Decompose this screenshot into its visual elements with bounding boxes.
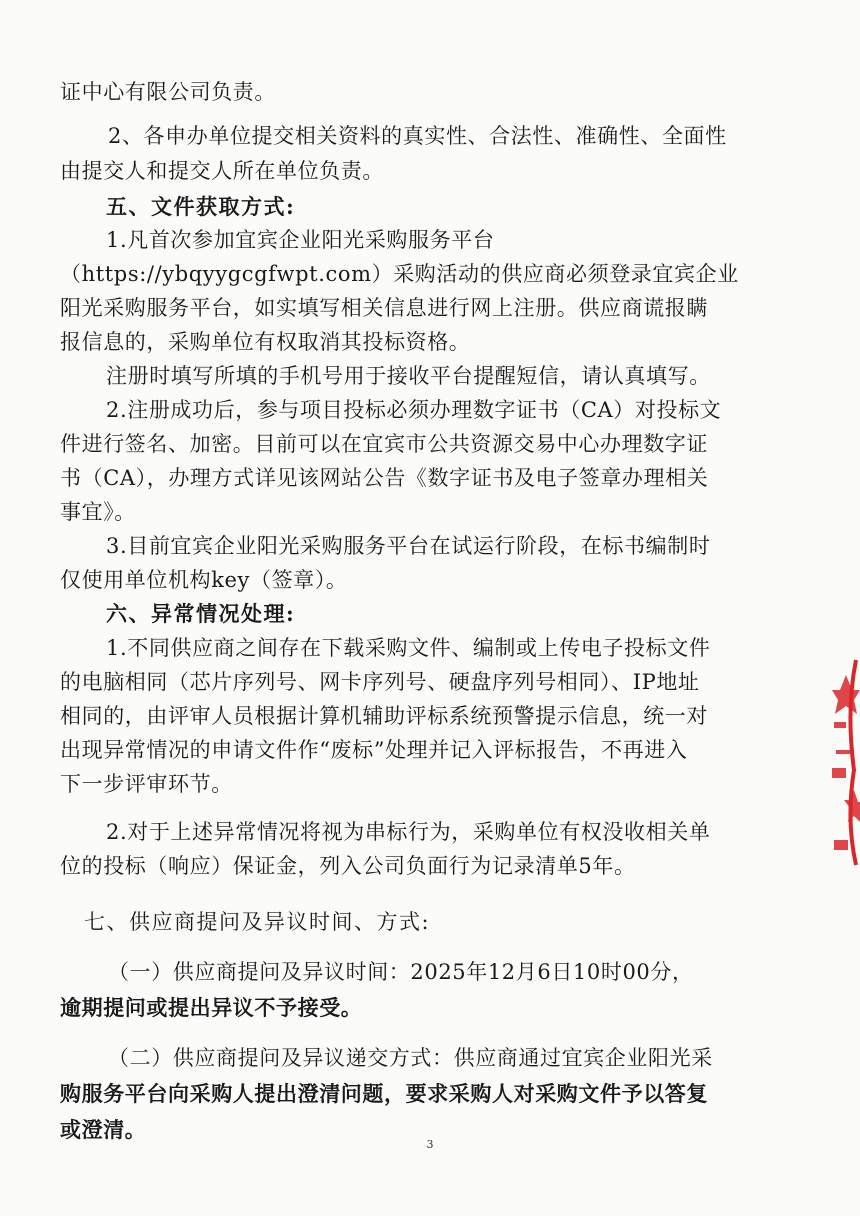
- body-text-line: 购服务平台向采购人提出澄清问题，要求采购人对采购文件予以答复: [60, 1081, 708, 1106]
- section-heading: 六、异常情况处理:: [106, 601, 296, 626]
- body-text-line: 阳光采购服务平台，如实填写相关信息进行网上注册。供应商谎报瞒: [60, 296, 708, 320]
- body-text-line: 的电脑相同（芯片序列号、网卡序列号、硬盘序列号相同）、IP地址: [60, 670, 700, 694]
- body-text-line: 事宜》。: [60, 500, 136, 524]
- body-text-line: 由提交人和提交人所在单位负责。: [60, 159, 384, 183]
- red-seal-stamp: [826, 650, 860, 870]
- body-text-line: 或澄清。: [60, 1117, 147, 1142]
- body-text-line: （https://ybqyygcgfwpt.com）采购活动的供应商必须登录宜宾企业: [60, 262, 739, 286]
- body-text-line: 仅使用单位机构key（签章）。: [60, 568, 348, 592]
- body-text-line: 下一步评审环节。: [60, 772, 233, 796]
- body-text-line: 相同的，由评审人员根据计算机辅助评标系统预警提示信息，统一对: [60, 704, 708, 728]
- body-text-line: 2.注册成功后，参与项目投标必须办理数字证书（CA）对投标文: [106, 398, 722, 422]
- section-heading: 七、供应商提问及异议时间、方式:: [84, 910, 431, 934]
- body-text-line: 2、各申办单位提交相关资料的真实性、合法性、准确性、全面性: [108, 124, 727, 148]
- body-text-line: 1.凡首次参加宜宾企业阳光采购服务平台: [106, 228, 495, 252]
- body-text-line: （二）供应商提问及异议递交方式：供应商通过宜宾企业阳光采: [108, 1046, 713, 1070]
- body-text-line: 1.不同供应商之间存在下载采购文件、编制或上传电子投标文件: [106, 636, 711, 660]
- body-text-line: 书（CA），办理方式详见该网站公告《数字证书及电子签章办理相关: [60, 466, 709, 490]
- body-text-line: 2.对于上述异常情况将视为串标行为，采购单位有权没收相关单: [106, 820, 711, 844]
- body-text-line: 3.目前宜宾企业阳光采购服务平台在试运行阶段，在标书编制时: [106, 534, 711, 558]
- body-text-line: 出现异常情况的申请文件作“废标”处理并记入评标报告，不再进入: [60, 738, 688, 762]
- body-text-line: 报信息的，采购单位有权取消其投标资格。: [60, 330, 471, 354]
- body-text-line: （一）供应商提问及异议时间：2025年12月6日10时00分，: [108, 960, 694, 984]
- section-heading: 五、文件获取方式:: [106, 194, 296, 219]
- body-text-line: 位的投标（响应）保证金，列入公司负面行为记录清单5年。: [60, 854, 636, 878]
- body-text-line: 注册时填写所填的手机号用于接收平台提醒短信，请认真填写。: [106, 364, 711, 388]
- page-number: 3: [426, 1138, 434, 1151]
- body-text-line: 逾期提问或提出异议不予接受。: [60, 995, 363, 1020]
- body-text-line: 证中心有限公司负责。: [60, 80, 276, 104]
- body-text-line: 件进行签名、加密。目前可以在宜宾市公共资源交易中心办理数字证: [60, 432, 708, 456]
